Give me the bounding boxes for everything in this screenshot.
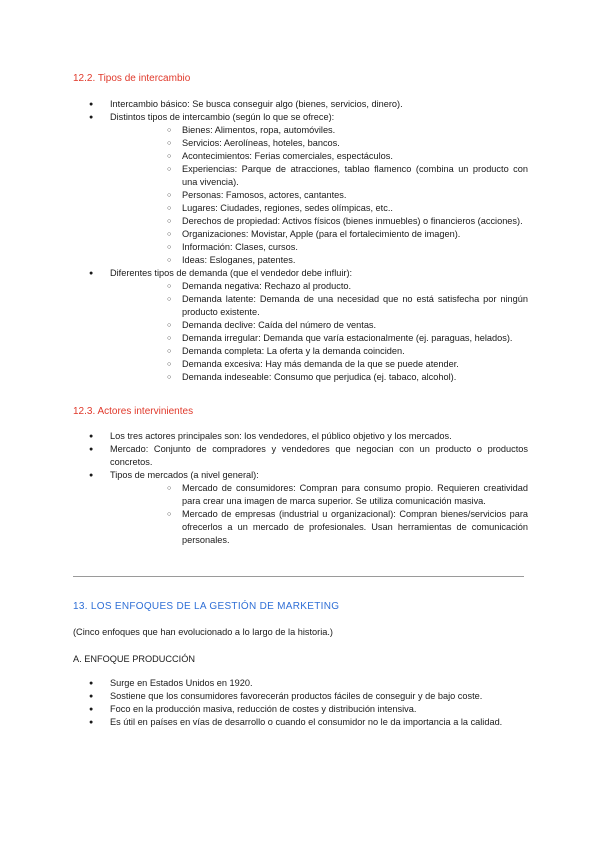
- list-item: ○ Demanda latente: Demanda de una necesidad que no está satisfecha por ningún producto existente.: [110, 293, 528, 319]
- list-item: ○ Derechos de propiedad: Activos físicos (bienes inmuebles) o financieros (acciones).: [110, 215, 528, 228]
- list-item: ○ Experiencias: Parque de atracciones, tablao flamenco (combina un producto con una vivencia).: [110, 163, 528, 189]
- section-13-intro: (Cinco enfoques que han evolucionado a lo largo de la historia.): [73, 627, 333, 637]
- list-item: ● Intercambio básico: Se busca conseguir algo (bienes, servicios, dinero).: [73, 98, 528, 111]
- list-item: ○ Demanda completa: La oferta y la demanda coinciden.: [110, 345, 528, 358]
- list-item: [73, 469, 528, 547]
- list-item: ○ Bienes: Alimentos, ropa, automóviles.: [110, 124, 528, 137]
- list-item: ○ Ideas: Esloganes, patentes.: [110, 254, 528, 267]
- list-item: ● Sostiene que los consumidores favorecerán productos fáciles de conseguir y de bajo coste.: [73, 690, 528, 703]
- demand-types-list: [110, 280, 528, 384]
- exchange-types-list: [110, 124, 528, 267]
- list-item: ○ Demanda excesiva: Hay más demanda de la que se puede atender.: [110, 358, 528, 371]
- list-item-text: Diferentes tipos de demanda (que el vendedor debe influir):: [110, 268, 353, 278]
- list-item-text: Tipos de mercados (a nivel general):: [110, 470, 259, 480]
- list-item: ○ Servicios: Aerolíneas, hoteles, bancos.: [110, 137, 528, 150]
- list-item: ● Los tres actores principales son: los vendedores, el público objetivo y los mercados.: [73, 430, 528, 443]
- list-item: ○ Demanda declive: Caída del número de ventas.: [110, 319, 528, 332]
- section-12-3-body: [73, 430, 528, 547]
- bullet-list: [73, 98, 528, 384]
- list-item: ○ Información: Clases, cursos.: [110, 241, 528, 254]
- list-item: ○ Lugares: Ciudades, regiones, sedes olímpicas, etc..: [110, 202, 528, 215]
- list-item: ● Mercado: Conjunto de compradores y vendedores que negocian con un producto o productos concretos.: [73, 443, 528, 469]
- section-12-3-heading: 12.3. Actores intervinientes: [73, 406, 194, 417]
- list-item: ● Surge en Estados Unidos en 1920.: [73, 677, 528, 690]
- bullet-list: [73, 430, 528, 547]
- list-item: ● Es útil en países en vías de desarrollo o cuando el consumidor no le da importancia a la calidad.: [73, 716, 528, 729]
- section-13-heading: 13. LOS ENFOQUES DE LA GESTIÓN DE MARKETING: [73, 601, 340, 612]
- list-item: ○ Mercado de empresas (industrial u organizacional): Compran bienes/servicios para ofrecerlos a un mercado de profesionales. Usan herramientas de comunicación personales.: [110, 508, 528, 547]
- list-item: ○ Acontecimientos: Ferias comerciales, espectáculos.: [110, 150, 528, 163]
- list-item: ○ Organizaciones: Movistar, Apple (para el fortalecimiento de imagen).: [110, 228, 528, 241]
- section-12-2-body: [73, 98, 528, 384]
- market-types-list: [110, 482, 528, 547]
- list-item: ○ Mercado de consumidores: Compran para consumo propio. Requieren creatividad para crear una imagen de marca superior. Se utiliza comunicación masiva.: [110, 482, 528, 508]
- list-item: [73, 111, 528, 267]
- production-approach-subtitle: A. ENFOQUE PRODUCCIÓN: [73, 654, 195, 664]
- section-12-2-heading: 12.2. Tipos de intercambio: [73, 73, 191, 84]
- list-item: ● Foco en la producción masiva, reducción de costes y distribución intensiva.: [73, 703, 528, 716]
- list-item: ○ Demanda negativa: Rechazo al producto.: [110, 280, 528, 293]
- list-item: ○ Demanda indeseable: Consumo que perjudica (ej. tabaco, alcohol).: [110, 371, 528, 384]
- list-item-text: Distintos tipos de intercambio (según lo que se ofrece):: [110, 112, 335, 122]
- list-item: [73, 267, 528, 384]
- list-item: ○ Demanda irregular: Demanda que varía estacionalmente (ej. paraguas, helados).: [110, 332, 528, 345]
- list-item: ○ Personas: Famosos, actores, cantantes.: [110, 189, 528, 202]
- section-13-body: [73, 677, 528, 729]
- horizontal-divider: [73, 576, 524, 577]
- bullet-list: [73, 677, 528, 729]
